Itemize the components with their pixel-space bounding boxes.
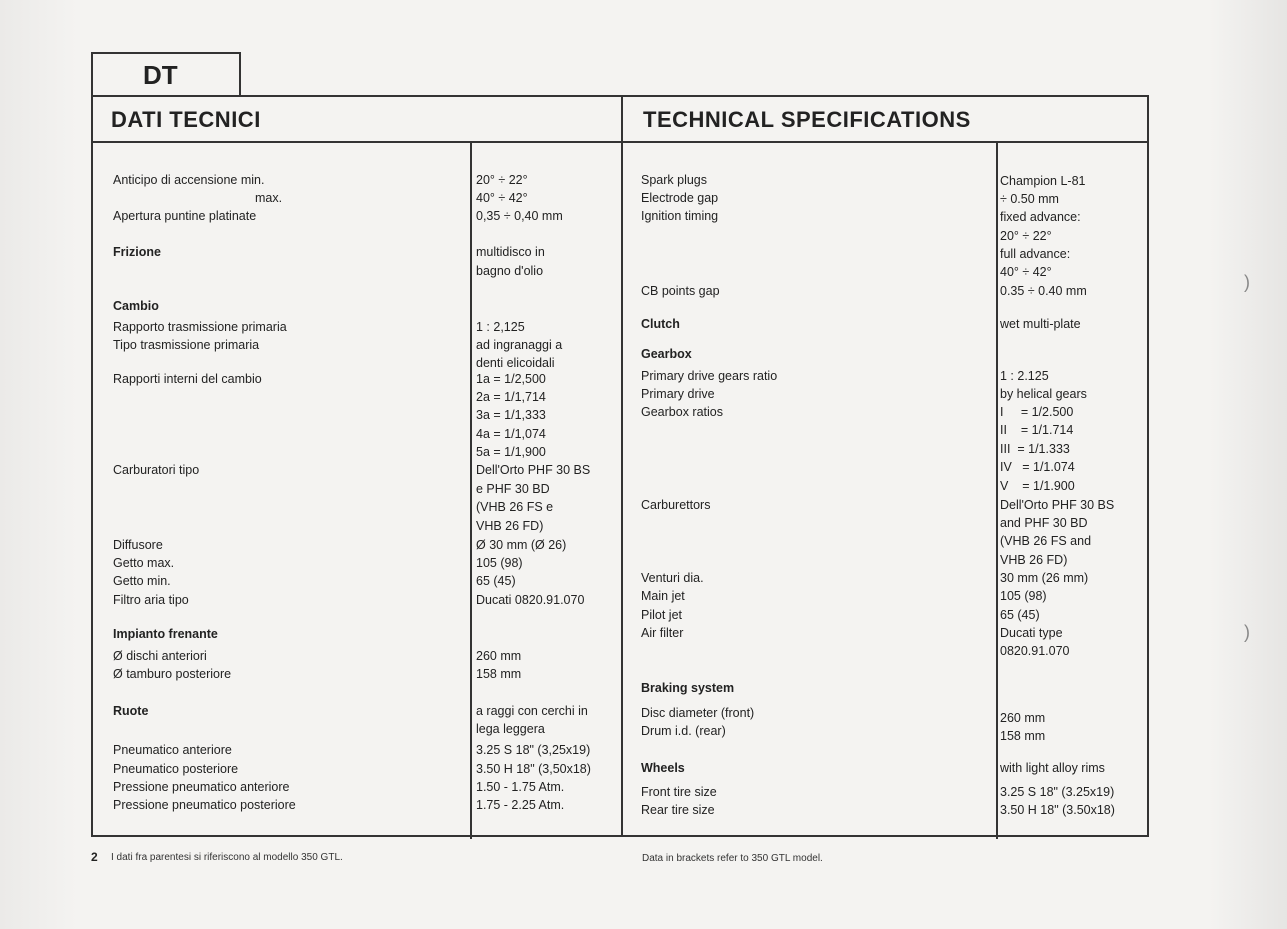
en-value: 65 (45): [1000, 608, 1040, 622]
en-value: Ducati type: [1000, 626, 1063, 640]
en-value: with light alloy rims: [1000, 761, 1105, 775]
binding-hole-mark: ): [1244, 622, 1250, 642]
it-label: Pressione pneumatico anteriore: [113, 780, 290, 794]
en-value: 30 mm (26 mm): [1000, 571, 1089, 585]
it-label: max.: [255, 191, 283, 205]
it-label: Ø tamburo posteriore: [113, 667, 232, 681]
it-label: Getto max.: [113, 556, 175, 570]
en-label: Front tire size: [641, 785, 717, 799]
en-label: Primary drive gears ratio: [641, 369, 778, 383]
en-value: Dell'Orto PHF 30 BS: [1000, 498, 1115, 512]
it-section-heading: Impianto frenante: [113, 627, 218, 641]
en-value: 0.35 ÷ 0.40 mm: [1000, 284, 1087, 298]
it-value: 2a = 1/1,714: [476, 390, 546, 404]
it-section-heading: Ruote: [113, 704, 149, 718]
it-value: 3.50 H 18" (3,50x18): [476, 762, 591, 776]
footnote-english: Data in brackets refer to 350 GTL model.: [642, 853, 823, 864]
it-value: 65 (45): [476, 574, 516, 588]
en-label: Rear tire size: [641, 803, 715, 817]
footnote-italian: I dati fra parentesi si riferiscono al modello 350 GTL.: [111, 852, 343, 863]
it-value: 105 (98): [476, 556, 523, 570]
en-value: full advance:: [1000, 247, 1071, 261]
en-value: (VHB 26 FS and: [1000, 534, 1092, 548]
it-value: VHB 26 FD): [476, 519, 544, 533]
it-value: 158 mm: [476, 667, 522, 681]
en-value: III = 1/1.333: [1000, 442, 1070, 456]
en-value: 260 mm: [1000, 711, 1046, 725]
it-value: 1.75 - 2.25 Atm.: [476, 798, 565, 812]
it-value: 1a = 1/2,500: [476, 372, 546, 386]
center-divider: [621, 95, 623, 837]
it-label: Getto min.: [113, 574, 171, 588]
en-label: Electrode gap: [641, 191, 719, 205]
it-value: lega leggera: [476, 722, 545, 736]
en-label: Carburettors: [641, 498, 711, 512]
en-value: I = 1/2.500: [1000, 405, 1074, 419]
it-value: 5a = 1/1,900: [476, 445, 546, 459]
en-label: Air filter: [641, 626, 684, 640]
en-value: fixed advance:: [1000, 210, 1081, 224]
header-divider: [93, 141, 1147, 143]
it-value: ad ingranaggi a: [476, 338, 563, 352]
en-value: 3.25 S 18" (3.25x19): [1000, 785, 1115, 799]
en-value: II = 1/1.714: [1000, 423, 1074, 437]
it-value: 4a = 1/1,074: [476, 427, 546, 441]
it-value: 20° ÷ 22°: [476, 173, 528, 187]
en-label: Main jet: [641, 589, 685, 603]
it-label: Apertura puntine platinate: [113, 209, 257, 223]
en-section-heading: Gearbox: [641, 347, 692, 361]
it-value: 1.50 - 1.75 Atm.: [476, 780, 565, 794]
it-value: (VHB 26 FS e: [476, 500, 554, 514]
it-label: Anticipo di accensione min.: [113, 173, 265, 187]
it-value: Ducati 0820.91.070: [476, 593, 585, 607]
en-value: 0820.91.070: [1000, 644, 1070, 658]
left-column-divider: [470, 141, 472, 839]
binding-hole-mark: ): [1244, 272, 1250, 292]
it-label: Carburatori tipo: [113, 463, 200, 477]
it-label: Tipo trasmissione primaria: [113, 338, 260, 352]
it-value: 260 mm: [476, 649, 522, 663]
en-value: and PHF 30 BD: [1000, 516, 1088, 530]
en-value: VHB 26 FD): [1000, 553, 1068, 567]
en-label: Spark plugs: [641, 173, 708, 187]
it-label: Diffusore: [113, 538, 163, 552]
en-value: IV = 1/1.074: [1000, 460, 1075, 474]
en-label: Pilot jet: [641, 608, 682, 622]
it-label: Pneumatico posteriore: [113, 762, 239, 776]
en-value: 158 mm: [1000, 729, 1046, 743]
it-value: 1 : 2,125: [476, 320, 525, 334]
it-label: Rapporto trasmissione primaria: [113, 320, 287, 334]
en-value: 1 : 2.125: [1000, 369, 1049, 383]
it-value: bagno d'olio: [476, 264, 544, 278]
en-value: ÷ 0.50 mm: [1000, 192, 1059, 206]
page-number: 2: [91, 850, 98, 864]
en-value: 105 (98): [1000, 589, 1047, 603]
it-section-heading: Cambio: [113, 299, 159, 313]
it-value: 3a = 1/1,333: [476, 408, 546, 422]
en-label: Primary drive: [641, 387, 715, 401]
en-section-heading: Clutch: [641, 317, 680, 331]
it-value: Ø 30 mm (Ø 26): [476, 538, 567, 552]
en-section-heading: Braking system: [641, 681, 735, 695]
it-label: Ø dischi anteriori: [113, 649, 207, 663]
it-value: multidisco in: [476, 245, 545, 259]
english-title: TECHNICAL SPECIFICATIONS: [643, 107, 971, 132]
en-value: by helical gears: [1000, 387, 1087, 401]
it-label: Rapporti interni del cambio: [113, 372, 262, 386]
en-label: Ignition timing: [641, 209, 719, 223]
en-section-heading: Wheels: [641, 761, 685, 775]
it-value: a raggi con cerchi in: [476, 704, 588, 718]
it-label: Filtro aria tipo: [113, 593, 189, 607]
it-value: 0,35 ÷ 0,40 mm: [476, 209, 563, 223]
en-value: 40° ÷ 42°: [1000, 265, 1052, 279]
italian-title: DATI TECNICI: [111, 107, 261, 132]
en-label: CB points gap: [641, 284, 720, 298]
it-value: e PHF 30 BD: [476, 482, 550, 496]
en-value: V = 1/1.900: [1000, 479, 1075, 493]
it-value: 3.25 S 18" (3,25x19): [476, 743, 591, 757]
en-value: Champion L-81: [1000, 174, 1086, 188]
right-column-divider: [996, 141, 998, 839]
en-value: 3.50 H 18" (3.50x18): [1000, 803, 1115, 817]
section-tab: DT: [91, 52, 241, 95]
it-value: denti elicoidali: [476, 356, 555, 370]
it-section-heading: Frizione: [113, 245, 161, 259]
en-label: Drum i.d. (rear): [641, 724, 726, 738]
en-value: 20° ÷ 22°: [1000, 229, 1052, 243]
en-label: Gearbox ratios: [641, 405, 723, 419]
en-value: wet multi-plate: [1000, 317, 1081, 331]
it-label: Pressione pneumatico posteriore: [113, 798, 296, 812]
it-value: Dell'Orto PHF 30 BS: [476, 463, 591, 477]
en-label: Venturi dia.: [641, 571, 704, 585]
it-label: Pneumatico anteriore: [113, 743, 232, 757]
en-label: Disc diameter (front): [641, 706, 755, 720]
it-value: 40° ÷ 42°: [476, 191, 528, 205]
